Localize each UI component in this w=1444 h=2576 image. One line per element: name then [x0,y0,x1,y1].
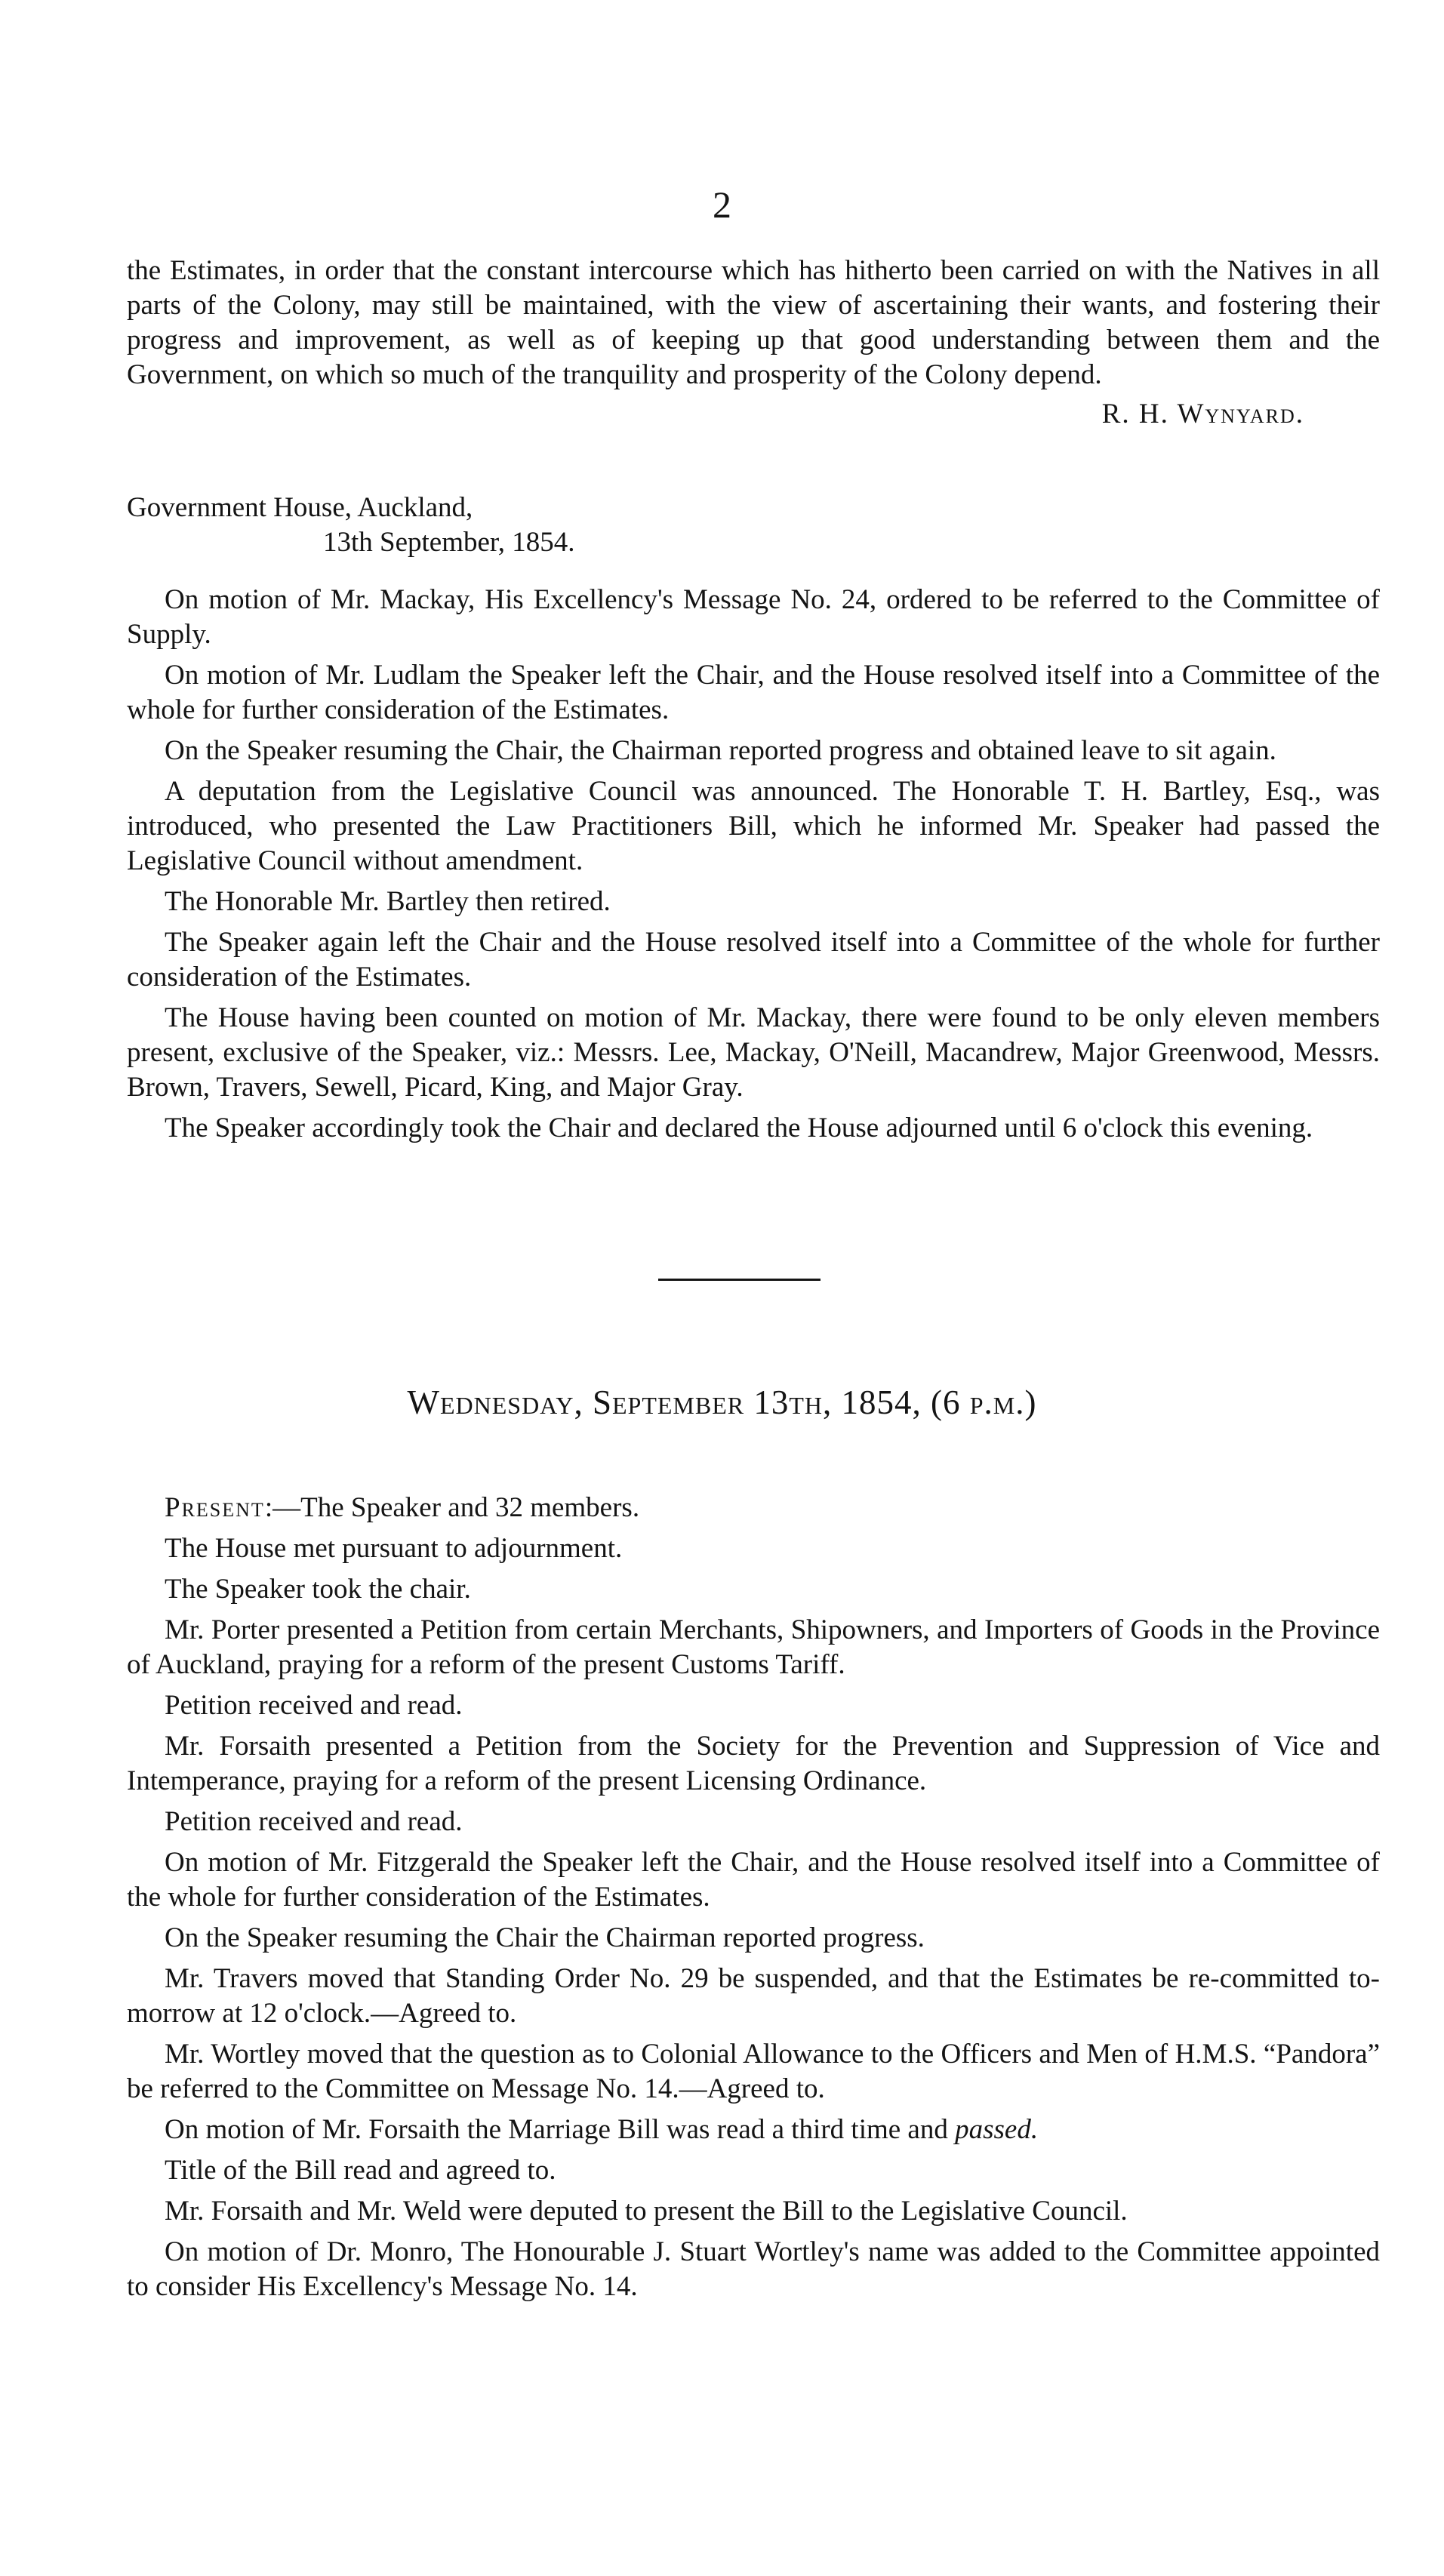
paragraph: Mr. Wortley moved that the question as to Colonial Allowance to the Officers and Men of H.M.S. “Pandora” be referred to the Committee on Message No. 14.—Agreed to. [127,2039,1380,2104]
date-line: 13th September, 1854. [323,527,575,558]
present-label: Present [165,1492,265,1523]
paragraph: The Speaker again left the Chair and the House resolved itself into a Committee of the whole for further consideration of the Estimates. [127,927,1380,993]
paragraph: Mr. Travers moved that Standing Order No. 29 be suspended, and that the Estimates be re-committed to-morrow at 12 o'clock.—Agreed to. [127,1963,1380,2029]
continuation-paragraph: the Estimates, in order that the constant intercourse which has hitherto been carried on with the Natives in all parts of the Colony, may still be maintained, with the view of ascertaining their wants, and fostering their progress and improvement, as well as of keeping up that good understanding between them and the Government, on which so much of the tranquility and prosperity of the Colony depend. [127,255,1380,390]
signature: R. H. Wynyard. [1101,399,1304,429]
section-divider [658,1279,821,1281]
paragraph: On motion of Mr. Mackay, His Excellency's Message No. 24, ordered to be referred to the Committee of Supply. [127,584,1380,650]
marriage-text: On motion of Mr. Forsaith the Marriage Bill was read a third time and [165,2114,948,2145]
paragraph: On motion of Dr. Monro, The Honourable J. Stuart Wortley's name was added to the Committee appointed to consider His Excellency's Message No. 14. [127,2236,1380,2302]
place-line: Government House, Auckland, [127,492,473,523]
paragraph: Mr. Porter presented a Petition from certain Merchants, Shipowners, and Importers of Goods in the Province of Auckland, praying for a reform of the present Customs Tariff. [127,1614,1380,1680]
paragraph: Petition received and read. [165,1806,463,1837]
passed-word: passed. [955,2114,1039,2145]
paragraph: A deputation from the Legislative Council was announced. The Honorable T. H. Bartley, Esq., was introduced, who presented the Law Practitioners Bill, which he informed Mr. Speaker had passed the Legislative Council without amendment. [127,776,1380,876]
dateline [127,491,1380,560]
section-heading: Wednesday, September 13th, 1854, (6 p.m.) [407,1383,1037,1421]
paragraph: The House met pursuant to adjournment. [165,1533,623,1564]
minutes-morning [127,583,1380,1146]
continuation-section [127,254,1380,432]
present-line [127,1491,1380,1525]
paragraph: Mr. Forsaith and Mr. Weld were deputed to present the Bill to the Legislative Council. [165,2196,1128,2227]
paragraph: The House having been counted on motion of Mr. Mackay, there were found to be only eleven members present, exclusive of the Speaker, viz.: Messrs. Lee, Mackay, O'Neill, Macandrew, Major Greenwood, Messrs. Brown, Travers, Sewell, Picard, King, and Major Gray. [127,1002,1380,1103]
paragraph: Title of the Bill read and agreed to. [165,2155,556,2186]
present-text: :—The Speaker and 32 members. [264,1492,640,1523]
paragraph: On the Speaker resuming the Chair, the Chairman reported progress and obtained leave to sit again. [165,735,1276,766]
paragraph: The Honorable Mr. Bartley then retired. [165,886,611,917]
paragraph: The Speaker took the chair. [165,1574,471,1605]
paragraph: Petition received and read. [165,1690,463,1721]
paragraph: On the Speaker resuming the Chair the Chairman reported progress. [165,1922,925,1953]
minutes-evening [127,1491,1380,2304]
paragraph: On motion of Mr. Fitzgerald the Speaker left the Chair, and the House resolved itself into a Committee of the whole for further consideration of the Estimates. [127,1847,1380,1913]
paragraph: The Speaker accordingly took the Chair and declared the House adjourned until 6 o'clock this evening. [165,1113,1313,1143]
page-number: 2 [713,183,731,226]
marriage-bill-paragraph [127,2113,1380,2147]
paragraph: Mr. Forsaith presented a Petition from the Society for the Prevention and Suppression of Vice and Intemperance, praying for a reform of the present Licensing Ordinance. [127,1731,1380,1796]
paragraph: On motion of Mr. Ludlam the Speaker left the Chair, and the House resolved itself into a Committee of the whole for further consideration of the Estimates. [127,660,1380,725]
